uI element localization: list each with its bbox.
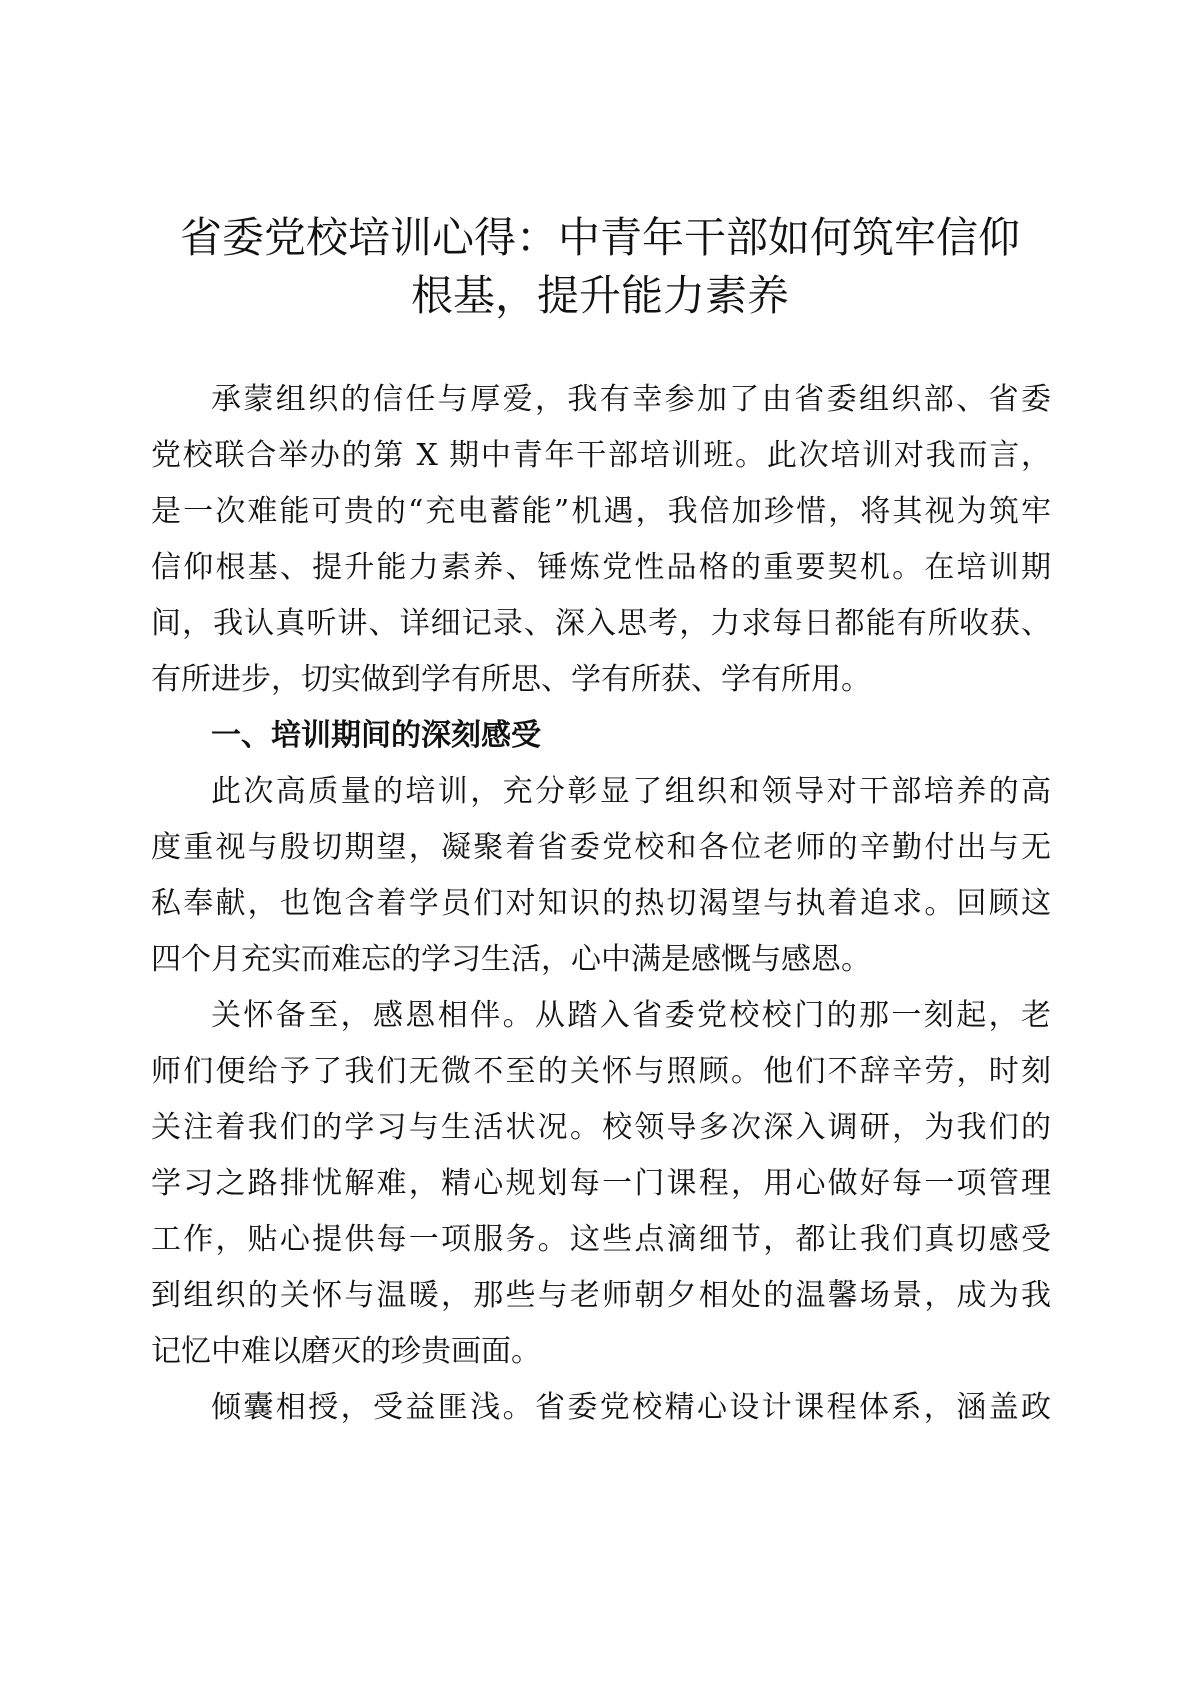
paragraph-line: 工作，贴心提供每一项服务。这些点滴细节，都让我们真切感受 <box>151 1222 1051 1257</box>
paragraph-line: 党校联合举办的第 X 期中青年干部培训班。此次培训对我而言， <box>151 438 1051 473</box>
paragraph-line: 有所进步，切实做到学有所思、学有所获、学有所用。 <box>151 662 871 697</box>
document-title-line-2: 根基，提升能力素养 <box>410 271 789 320</box>
paragraph-line: 是一次难能可贵的“充电蓄能”机遇，我倍加珍惜，将其视为筑牢 <box>151 494 1051 529</box>
paragraph-line: 间，我认真听讲、详细记录、深入思考，力求每日都能有所收获、 <box>151 606 1051 641</box>
paragraph-line: 到组织的关怀与温暖，那些与老师朝夕相处的温馨场景，成为我 <box>151 1278 1051 1313</box>
paragraph-line: 承蒙组织的信任与厚爱，我有幸参加了由省委组织部、省委 <box>211 382 1051 417</box>
paragraph-line: 关注着我们的学习与生活状况。校领导多次深入调研，为我们的 <box>151 1110 1051 1145</box>
paragraph-line: 倾囊相授，受益匪浅。省委党校精心设计课程体系，涵盖政 <box>211 1390 1051 1425</box>
paragraph-line: 四个月充实而难忘的学习生活，心中满是感慨与感恩。 <box>151 942 871 977</box>
paragraph-line: 学习之路排忧解难，精心规划每一门课程，用心做好每一项管理 <box>151 1166 1051 1201</box>
paragraph-line: 师们便给予了我们无微不至的关怀与照顾。他们不辞辛劳，时刻 <box>151 1054 1051 1089</box>
paragraph-line: 私奉献，也饱含着学员们对知识的热切渴望与执着追求。回顾这 <box>151 886 1051 921</box>
paragraph-line: 度重视与殷切期望，凝聚着省委党校和各位老师的辛勤付出与无 <box>151 830 1051 865</box>
paragraph-line: 关怀备至，感恩相伴。从踏入省委党校校门的那一刻起，老 <box>211 998 1051 1033</box>
paragraph-line: 记忆中难以磨灭的珍贵画面。 <box>151 1334 541 1369</box>
document-title-line-1: 省委党校培训心得：中青年干部如何筑牢信仰 <box>179 213 1020 262</box>
paragraph-line: 信仰根基、提升能力素养、锤炼党性品格的重要契机。在培训期 <box>151 550 1051 585</box>
section-heading: 一、培训期间的深刻感受 <box>211 718 541 753</box>
paragraph-line: 此次高质量的培训，充分彰显了组织和领导对干部培养的高 <box>211 774 1051 809</box>
